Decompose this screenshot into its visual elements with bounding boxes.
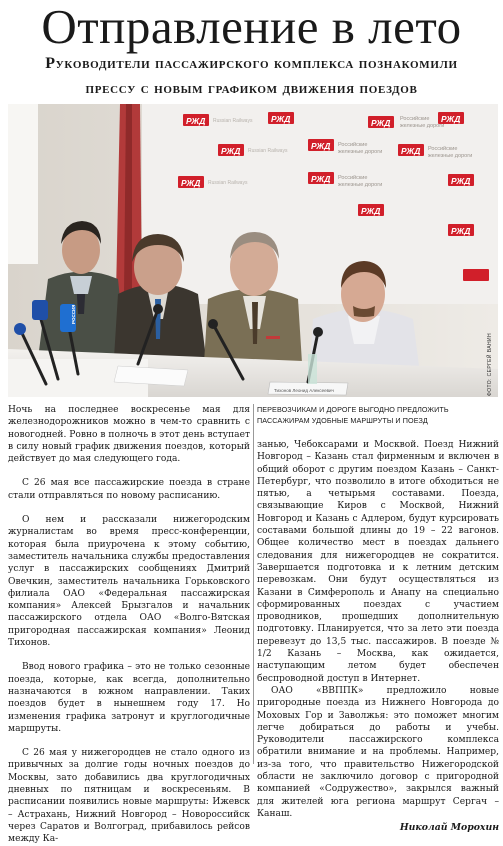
subheadline-line-2: прессу с новым графиком движения поездов [85, 80, 418, 97]
article-paragraph: С 26 мая у нижегородцев не стало одного из привычных за долгие годы ночных поездов до Москвы, зато добавились два круглогодичных дневных по пятницам и воскресеньям. В расписании появились новые маршруты: Ижевск – Астрахань, Нижний Новгород – Новороссийск через Саратов и Волгоград, прибавилось рейсов между Ка- [8, 748, 250, 845]
svg-text:Russian Railways: Russian Railways [208, 180, 248, 186]
svg-text:Российские: Российские [428, 146, 458, 152]
svg-text:РЖД: РЖД [271, 114, 291, 124]
pull-quote: ПЕРЕВОЗЧИКАМ И ДОРОГЕ ВЫГОДНО ПРЕДЛОЖИТЬ ПАССАЖИРАМ УДОБНЫЕ МАРШРУТЫ И ПОЕЗД [257, 405, 449, 425]
svg-text:РЖД: РЖД [451, 226, 471, 236]
article-paragraph: занью, Чебоксарами и Москвой. Поезд Нижний Новгород – Казань стал фирменным и включен в общий оборот с другим поездом Казань – Санкт-Петербург, что позволило в итоге обходиться не пятью, а четырьмя составами. Поезда, связывающие Киров с Москвой, Нижний Новгород и Казань с Адлером, будут курсировать составами большой длины до 19 – 22 вагонов. Общее количество мест в поездах дальнего следования для нижегородцев не сократится. Завершается подготовка и к летним детским перевозкам. Они будут осуществляться из Казани в Симферополь и Анапу на специально сформированных поездах с участием проводников, прошедших дополнительную подготовку. Планируется, что за лето эти поезда перевезут до 13,5 тыс. пассажиров. В поезде № 1/2 Казань – Москва, как ожидается, наступающим летом будет обеспечен беспроводной доступ в Интернет. [257, 440, 499, 684]
svg-text:РЖД: РЖД [311, 174, 331, 184]
article-paragraph: ОАО «ВВППК» предложило новые пригородные поезда из Нижнего Новгорода до Моховых Гор и Заволжья: это поможет многим легче добираться до работы и учебы. Руководители пассажирского комплекса обратили внимание и на проблемы. Например, из-за того, что правительство Нижегородской области не заключило договор с пригородной компанией «Содружество», закрылся важный для жителей юга региона маршрут Сергач – Канаш. [257, 685, 499, 819]
svg-text:РЖД: РЖД [371, 118, 391, 128]
svg-text:РЖД: РЖД [361, 206, 381, 216]
article-column-right [257, 404, 499, 835]
svg-text:РЖД: РЖД [401, 146, 421, 156]
logo-banner [142, 104, 498, 304]
subheadline-line-1: Руководители пассажирского комплекса познакомили [45, 55, 458, 72]
column-divider [253, 404, 254, 764]
mic-flag-text: РОССИЯ [71, 304, 76, 324]
logo-caption-en: Russian Railways [213, 118, 253, 124]
svg-text:Тихонов Леонид Алексеевич: Тихонов Леонид Алексеевич [274, 388, 334, 393]
svg-text:Russian Railways: Russian Railways [248, 148, 288, 154]
svg-text:железные дороги: железные дороги [338, 149, 383, 155]
svg-text:железные дороги: железные дороги [338, 182, 383, 188]
svg-text:Российские: Российские [338, 175, 368, 181]
svg-text:Российские: Российские [338, 142, 368, 148]
svg-text:РЖД: РЖД [221, 146, 241, 156]
article-paragraph: С 26 мая все пассажирские поезда в стране стали отправляться по новому расписанию. [8, 478, 250, 501]
logo-caption-ru-1: Российские [400, 116, 430, 122]
svg-text:РЖД: РЖД [441, 114, 461, 124]
svg-text:железные дороги: железные дороги [428, 153, 473, 159]
svg-text:РЖД: РЖД [311, 141, 331, 151]
headline: Отправление в лето [41, 0, 462, 54]
article-paragraph: Ввод нового графика – это не только сезонные поезда, которые, как всегда, дополнительно назначаются в южном направлении. Таких поездов будет в нынешнем году 17. Но изменения графика затронут и круглогодичные маршруты. [8, 662, 250, 734]
svg-text:РЖД: РЖД [181, 178, 201, 188]
window [8, 104, 38, 264]
water-bottle [308, 354, 317, 384]
article-column-left [8, 404, 250, 846]
logo-caption-ru-2: железные дороги [400, 123, 445, 129]
rzd-logo-text: РЖД [186, 116, 206, 126]
article-lead: Ночь на последнее воскресенье мая для железнодорожников можно в чем-то сравнить с новогодней. Ровно в полночь в этот день вступает в силу новый график движения поездов, который действует до мая следующего года. [8, 405, 251, 465]
author-byline: Николай Морохин [399, 822, 499, 834]
article-paragraph: О нем и рассказали нижегородским журналистам во время пресс-конференции, которая была приурочена к этому событию, заместитель начальника службы предоставления услуг в пассажирских сообщениях Дмитрий Овечкин, заместитель начальника Горьковского филиала ОАО «Федеральная пассажирская компания» Алексей Брызгалов и начальник пассажирского отдела ОАО «Волго-Вятская пригородная пассажирская компания» Леонид Тихонов. [8, 515, 250, 649]
svg-text:РЖД: РЖД [451, 176, 471, 186]
press-conference-photo [8, 104, 498, 397]
